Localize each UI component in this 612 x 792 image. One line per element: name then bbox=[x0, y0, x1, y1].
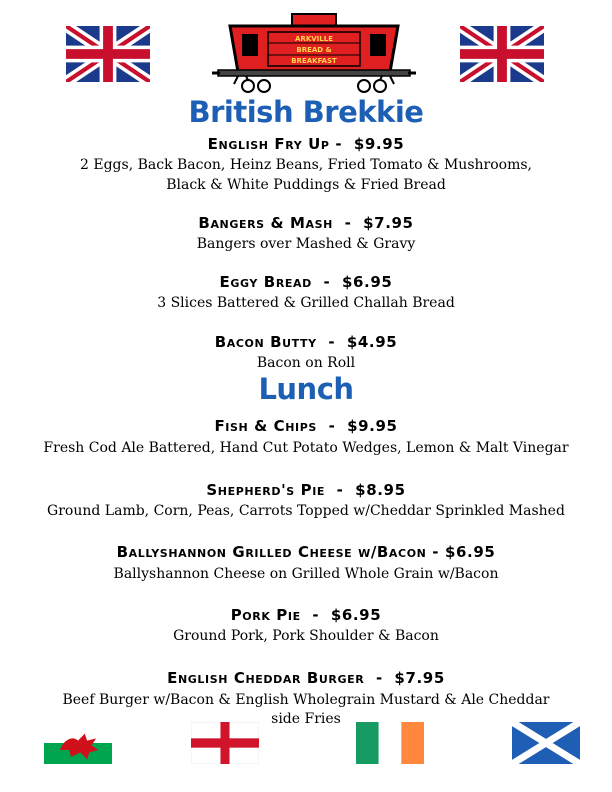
scotland-flag-icon bbox=[512, 722, 580, 764]
menu-item-title: Pork Pie - $6.95 bbox=[230, 606, 382, 624]
menu-item-desc: 2 Eggs, Back Bacon, Heinz Beans, Fried Tomato & Mushrooms, bbox=[80, 157, 532, 173]
england-flag-icon bbox=[191, 722, 259, 764]
menu-item-title: Shepherd's Pie - $8.95 bbox=[206, 481, 406, 499]
menu-item-desc: Ground Pork, Pork Shoulder & Bacon bbox=[173, 628, 439, 644]
section-title-brekkie: British Brekkie bbox=[188, 95, 424, 129]
menu-item-title: Bacon Butty - $4.95 bbox=[214, 333, 398, 351]
section-title-lunch: Lunch bbox=[258, 372, 354, 406]
caboose-logo bbox=[212, 12, 416, 94]
menu-item-desc: Bacon on Roll bbox=[256, 355, 356, 371]
menu-item-desc: Fresh Cod Ale Battered, Hand Cut Potato Wedges, Lemon & Malt Vinegar bbox=[43, 440, 569, 456]
wales-flag-icon bbox=[44, 722, 112, 764]
menu-item-desc: Black & White Puddings & Fried Bread bbox=[166, 177, 446, 193]
menu-item-title: English Cheddar Burger - $7.95 bbox=[167, 669, 445, 687]
union-jack-flag-icon bbox=[460, 26, 544, 82]
menu-item-title: Ballyshannon Grilled Cheese w/Bacon - $6.95 bbox=[116, 543, 496, 561]
menu-item-desc: side Fries bbox=[271, 711, 341, 727]
menu-item-title: Eggy Bread - $6.95 bbox=[219, 273, 393, 291]
menu-item-title: Fish & Chips - $9.95 bbox=[214, 417, 398, 435]
logo-line-1: ARKVILLE bbox=[295, 35, 333, 43]
menu-item-desc: Bangers over Mashed & Gravy bbox=[196, 236, 416, 252]
logo-line-2: BREAD & bbox=[296, 46, 332, 54]
menu-item-desc: Ballyshannon Cheese on Grilled Whole Grain w/Bacon bbox=[113, 566, 499, 582]
logo-line-3: BREAKFAST bbox=[291, 57, 337, 65]
menu-item-desc: Beef Burger w/Bacon & English Wholegrain Mustard & Ale Cheddar bbox=[62, 692, 550, 708]
menu-item-desc: Ground Lamb, Corn, Peas, Carrots Topped w/Cheddar Sprinkled Mashed bbox=[47, 503, 565, 519]
menu-item-title: Bangers & Mash - $7.95 bbox=[198, 214, 414, 232]
union-jack-flag-icon bbox=[66, 26, 150, 82]
menu-item-desc: 3 Slices Battered & Grilled Challah Bread bbox=[157, 295, 455, 311]
ireland-flag-icon bbox=[356, 722, 424, 764]
menu-item-title: English Fry Up - $9.95 bbox=[207, 135, 405, 153]
